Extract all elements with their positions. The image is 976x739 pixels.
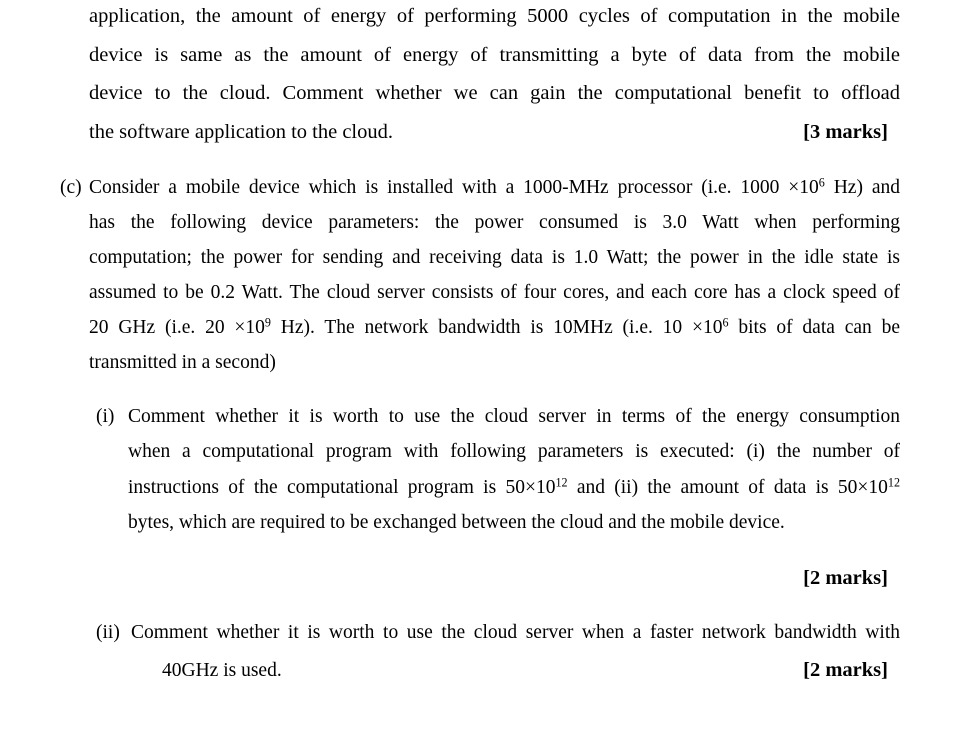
part-b-line-4: the software application to the cloud.: [89, 121, 393, 143]
part-c-line-1: Consider a mobile device which is installed with a 1000-MHz processor (i.e. $1000 \times 10^6$ Hz) and: [89, 175, 900, 198]
part-c-line-2: has the following device parameters: the power consumed is 3.0 Watt when performing: [89, 212, 900, 233]
sub-i-line-3: instructions of the computational program is $50\times 10^{12}$ and (ii) the amount of data is $50\times 10^{12}$: [128, 475, 900, 498]
sub-i-label: (i): [96, 406, 115, 427]
sub-i-line-1: Comment whether it is worth to use the cloud server in terms of the energy consumption: [128, 406, 900, 427]
part-b-line-1: application, the amount of energy of performing 5000 cycles of computation in the mobile: [89, 5, 900, 27]
sub-ii-line-1: Comment whether it is worth to use the cloud server when a faster network bandwidth with: [131, 622, 900, 643]
sub-i-marks: [2 marks]: [803, 567, 888, 589]
sub-i-line-4: bytes, which are required to be exchanged between the cloud and the mobile device.: [128, 512, 785, 533]
part-c-line-5: 20 GHz (i.e. $20 \times 10^9$ Hz). The network bandwidth is 10MHz (i.e. $10 \times 10^6$ bits of data can be: [89, 315, 900, 338]
part-c-line-6: transmitted in a second): [89, 352, 276, 373]
sub-i-line-2: when a computational program with following parameters is executed: (i) the number of: [128, 441, 900, 462]
part-b-marks: [3 marks]: [803, 121, 888, 143]
part-c-line-4: assumed to be 0.2 Watt. The cloud server consists of four cores, and each core has a clock speed of: [89, 282, 900, 303]
sub-ii-line-2: 40GHz is used.: [162, 660, 282, 681]
part-b-line-2: device is same as the amount of energy of transmitting a byte of data from the mobile: [89, 44, 900, 66]
sub-ii-label: (ii): [96, 622, 120, 643]
part-c-label: (c): [60, 177, 82, 198]
part-c-line-3: computation; the power for sending and receiving data is 1.0 Watt; the power in the idle state is: [89, 247, 900, 268]
part-b-line-3: device to the cloud. Comment whether we can gain the computational benefit to offload: [89, 82, 900, 104]
sub-ii-marks: [2 marks]: [803, 659, 888, 681]
